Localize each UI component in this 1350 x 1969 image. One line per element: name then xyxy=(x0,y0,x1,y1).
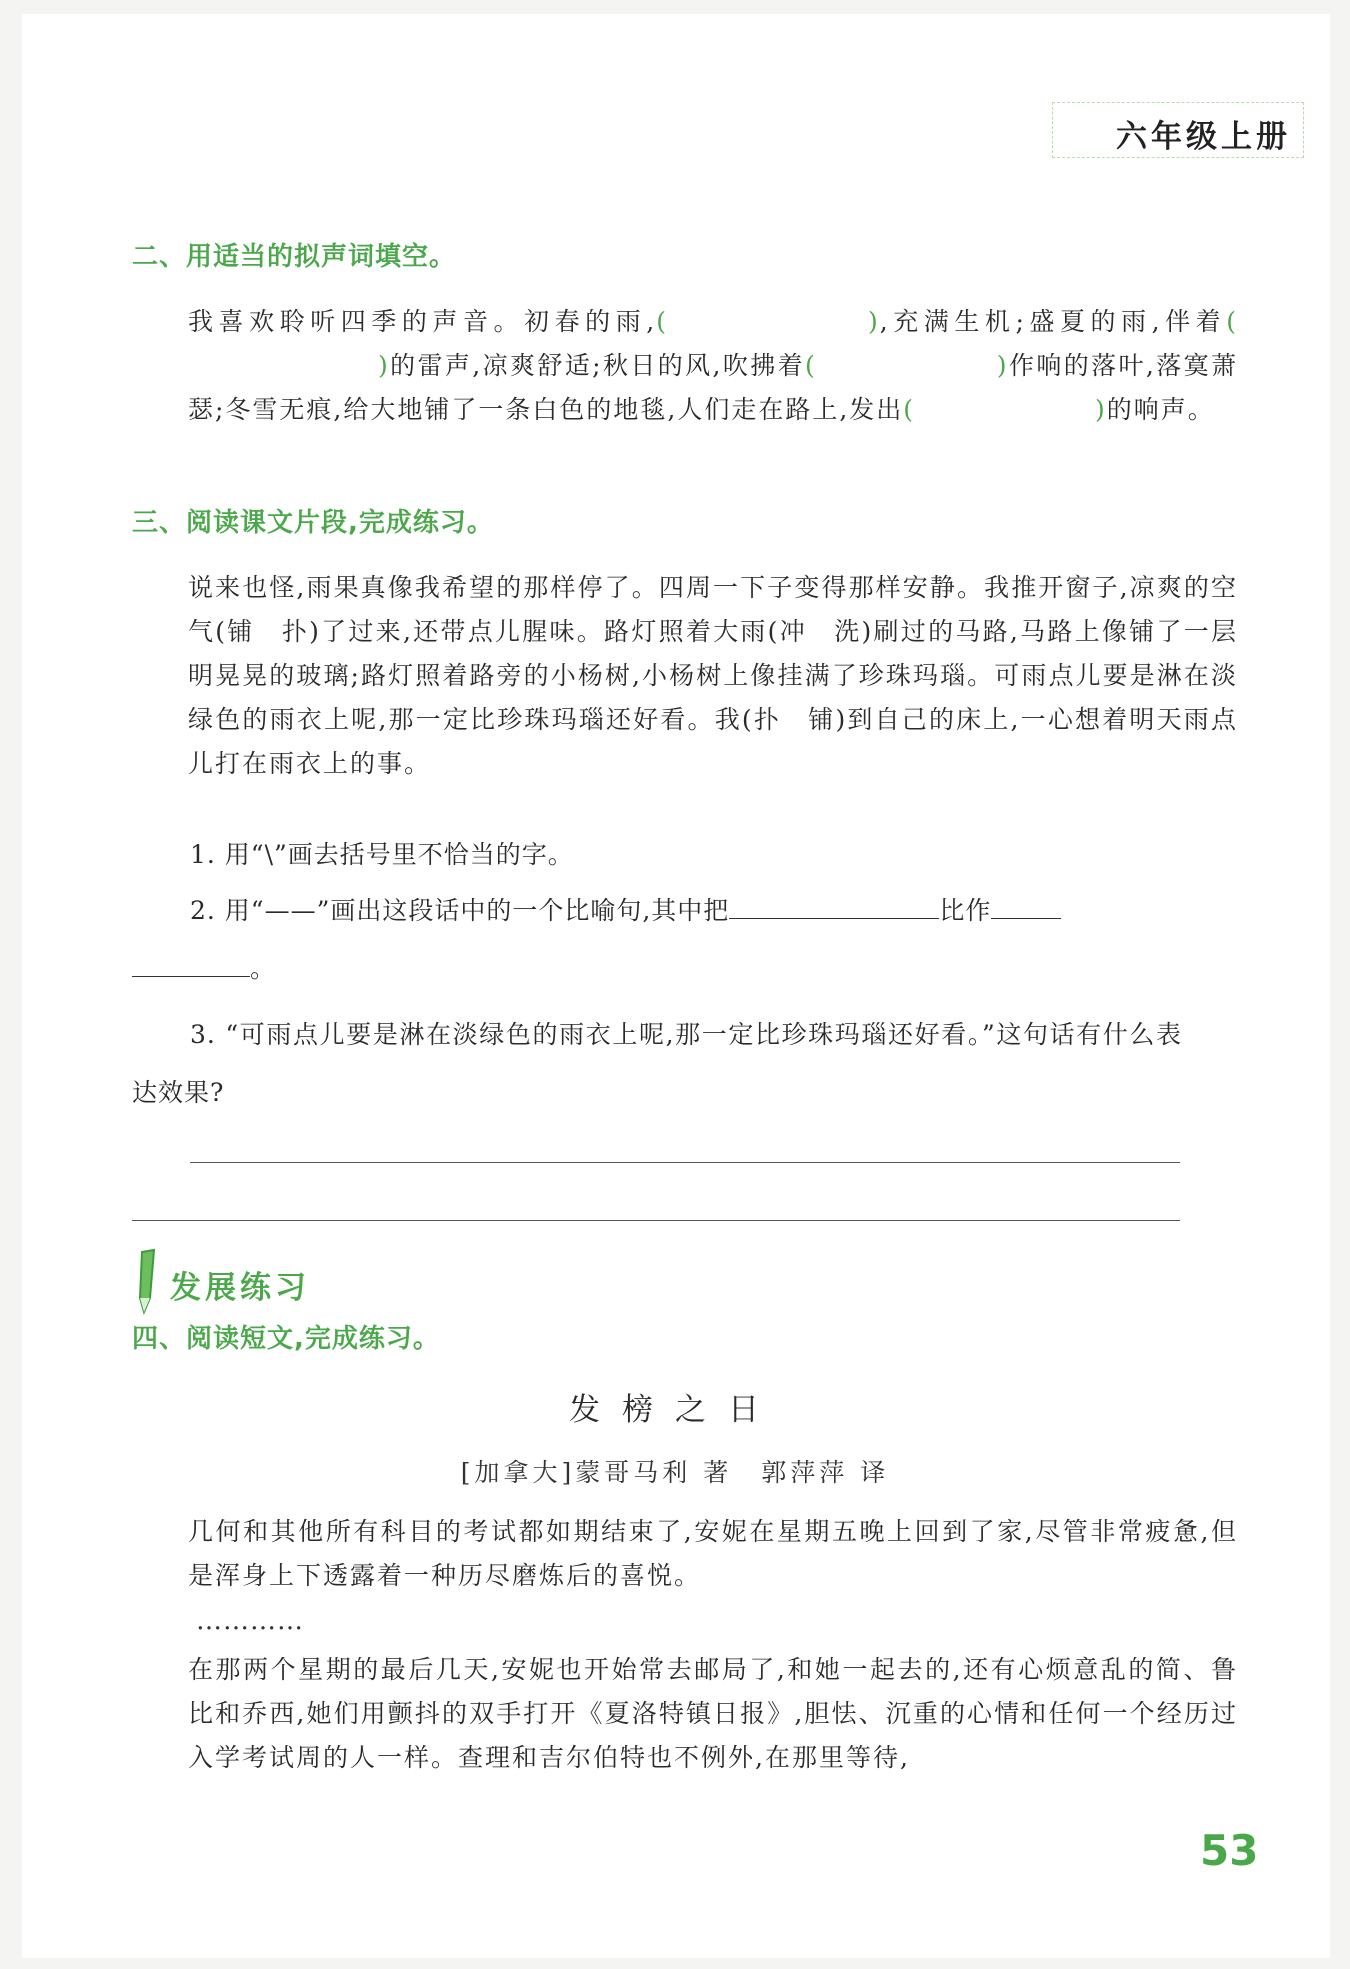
blank-1-open: ( xyxy=(656,307,668,336)
answer-blank-1[interactable] xyxy=(729,888,939,919)
section-3-title: 三、阅读课文片段,完成练习。 xyxy=(132,508,494,538)
ellipsis: ………… xyxy=(196,1606,304,1636)
grade-tag xyxy=(1052,102,1304,158)
para-text: ,充满生机;盛夏的雨,伴着 xyxy=(879,307,1227,336)
question-2 xyxy=(190,882,1185,940)
question-2-text-2: 比作 xyxy=(939,896,992,925)
pencil-icon xyxy=(132,1248,162,1318)
question-1: 1. 用“\”画去括号里不恰当的字。 xyxy=(190,840,574,869)
development-heading xyxy=(132,1248,532,1318)
blank-4-close: ) xyxy=(1095,395,1107,424)
blank-3-open: ( xyxy=(805,351,817,380)
article-paragraph-1: 几何和其他所有科目的考试都如期结束了,安妮在星期五晚上回到了家,尽管非常疲惫,但是浑身上下透露着一种历尽磨炼后的喜悦。 xyxy=(188,1517,1238,1590)
para-text: 的响声。 xyxy=(1106,395,1215,424)
question-2-text: 2. 用“——”画出这段话中的一个比喻句,其中把 xyxy=(190,896,730,925)
answer-blank-2a[interactable] xyxy=(991,888,1061,919)
section-2-title: 二、用适当的拟声词填空。 xyxy=(132,242,457,272)
section-4-title: 四、阅读短文,完成练习。 xyxy=(132,1324,440,1354)
section-3-passage: 说来也怪,雨果真像我希望的那样停了。四周一下子变得那样安静。我推开窗子,凉爽的空气(铺 扑)了过来,还带点儿腥味。路灯照着大雨(冲 洗)刷过的马路,马路上像铺了一层明晃晃的玻璃;路灯照着路旁的小杨树,小杨树上像挂满了珍珠玛瑙。可雨点儿要是淋在淡绿色的雨衣上呢,那一定比珍珠玛瑙还好看。我(扑 铺)到自己的床上,一心想着明天雨点儿打在雨衣上的事。 xyxy=(188,573,1238,778)
page-number: 53 xyxy=(1200,1826,1259,1875)
para-text: 的雷声,凉爽舒适;秋日的风,吹拂着 xyxy=(389,351,806,380)
blank-2-open: ( xyxy=(1226,307,1238,336)
para-text: 作响的落叶,落寞萧瑟;冬雪无痕,给大地铺了一条白色的地毯,人们走在路上,发出 xyxy=(188,351,1238,424)
question-2-cont xyxy=(132,940,1182,998)
blank-1-close: ) xyxy=(867,307,880,336)
grade-label: 六年级上册 xyxy=(1116,119,1291,155)
question-2-end: 。 xyxy=(250,954,277,983)
blank-3-close: ) xyxy=(996,351,1009,380)
article-paragraph-2: 在那两个星期的最后几天,安妮也开始常去邮局了,和她一起去的,还有心烦意乱的简、鲁比和乔西,她们用颤抖的双手打开《夏洛特镇日报》,胆怯、沉重的心情和任何一个经历过入学考试周的人一样。查理和吉尔伯特也不例外,在那里等待, xyxy=(188,1655,1238,1772)
article-title: 发榜之日 xyxy=(569,1392,781,1428)
para-text: 我喜欢聆听四季的声音。初春的雨, xyxy=(188,307,657,336)
question-3 xyxy=(132,1006,1182,1122)
answer-line-1[interactable] xyxy=(190,1162,1180,1163)
blank-2-close: ) xyxy=(378,351,390,380)
article-byline: [加拿大]蒙哥马利 著 郭萍萍 译 xyxy=(460,1458,890,1487)
blank-4-open: ( xyxy=(903,395,916,424)
answer-blank-2b[interactable] xyxy=(132,946,250,977)
answer-line-2[interactable] xyxy=(132,1220,1180,1221)
section-2-paragraph xyxy=(132,300,1238,432)
development-heading-text: 发展练习 xyxy=(170,1270,310,1306)
question-3-text: 3. “可雨点儿要是淋在淡绿色的雨衣上呢,那一定比珍珠玛瑙还好看。”这句话有什么表达效果? xyxy=(132,1020,1182,1107)
